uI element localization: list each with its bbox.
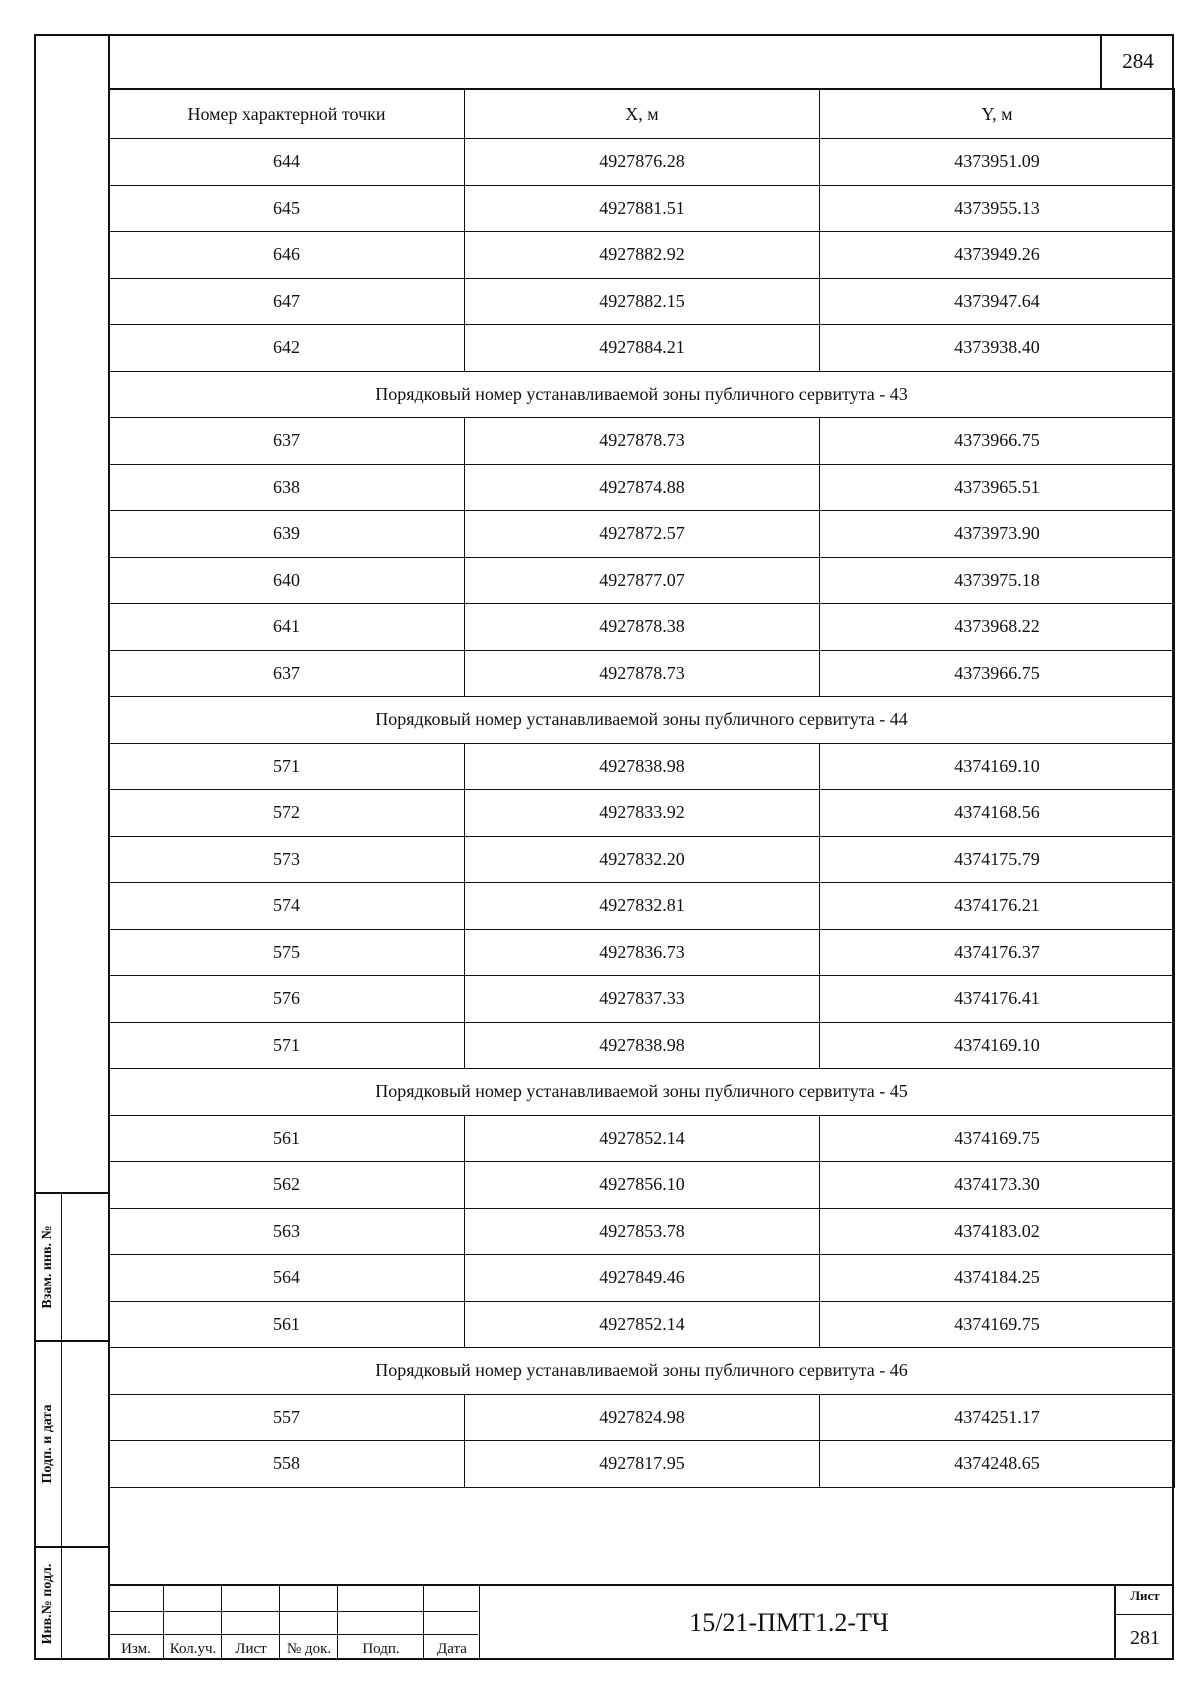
point-number-cell: 638 <box>109 464 465 511</box>
point-number-cell: 561 <box>109 1301 465 1348</box>
table-row <box>109 139 1175 186</box>
x-coordinate-cell: 4927882.15 <box>465 278 820 325</box>
side-replaced-inventory-box <box>34 1192 108 1340</box>
y-coordinate-cell: 4374248.65 <box>820 1441 1175 1488</box>
point-number-cell: 572 <box>109 790 465 837</box>
x-coordinate-cell: 4927878.73 <box>465 650 820 697</box>
col-label-doc-number: № док. <box>286 1641 332 1657</box>
table-row <box>109 557 1175 604</box>
point-number-cell: 564 <box>109 1255 465 1302</box>
col-label-change: Изм. <box>121 1641 151 1657</box>
zone-heading: Порядковый номер устанавливаемой зоны публичного сервитута - 44 <box>109 697 1175 744</box>
zone-heading-row <box>109 1348 1175 1395</box>
table-row <box>109 464 1175 511</box>
y-coordinate-cell: 4374176.21 <box>820 883 1175 930</box>
side-label-original-inventory: Инв.№ подл. <box>39 1563 55 1645</box>
table-row <box>109 418 1175 465</box>
x-coordinate-cell: 4927878.73 <box>465 418 820 465</box>
table-row <box>109 650 1175 697</box>
page-number: 284 <box>1100 34 1174 90</box>
x-coordinate-cell: 4927876.28 <box>465 139 820 186</box>
col-label-count: Кол.уч. <box>169 1641 217 1657</box>
table-row <box>109 1162 1175 1209</box>
table-row <box>109 1115 1175 1162</box>
y-coordinate-cell: 4373947.64 <box>820 278 1175 325</box>
table-row <box>109 743 1175 790</box>
table-row <box>109 604 1175 651</box>
y-coordinate-cell: 4373955.13 <box>820 185 1175 232</box>
point-number-cell: 576 <box>109 976 465 1023</box>
y-coordinate-cell: 4373965.51 <box>820 464 1175 511</box>
table-row <box>109 185 1175 232</box>
table-row <box>109 1441 1175 1488</box>
side-signature-date-box <box>34 1340 108 1546</box>
x-coordinate-cell: 4927838.98 <box>465 743 820 790</box>
y-coordinate-cell: 4374168.56 <box>820 790 1175 837</box>
y-coordinate-cell: 4373938.40 <box>820 325 1175 372</box>
zone-heading: Порядковый номер устанавливаемой зоны публичного сервитута - 45 <box>109 1069 1175 1116</box>
y-coordinate-cell: 4373966.75 <box>820 650 1175 697</box>
y-coordinate-cell: 4373973.90 <box>820 511 1175 558</box>
point-number-cell: 639 <box>109 511 465 558</box>
x-coordinate-cell: 4927837.33 <box>465 976 820 1023</box>
table-row <box>109 836 1175 883</box>
y-coordinate-cell: 4374173.30 <box>820 1162 1175 1209</box>
zone-heading-row <box>109 697 1175 744</box>
point-number-cell: 573 <box>109 836 465 883</box>
side-label-replaced-inventory: Взам. инв. № <box>39 1225 55 1309</box>
x-coordinate-cell: 4927824.98 <box>465 1394 820 1441</box>
x-coordinate-cell: 4927856.10 <box>465 1162 820 1209</box>
x-coordinate-cell: 4927874.88 <box>465 464 820 511</box>
x-coordinate-cell: 4927832.20 <box>465 836 820 883</box>
y-coordinate-cell: 4374169.75 <box>820 1115 1175 1162</box>
point-number-cell: 637 <box>109 418 465 465</box>
point-number-cell: 642 <box>109 325 465 372</box>
point-number-cell: 644 <box>109 139 465 186</box>
zone-heading: Порядковый номер устанавливаемой зоны публичного сервитута - 43 <box>109 371 1175 418</box>
x-coordinate-cell: 4927878.38 <box>465 604 820 651</box>
point-number-cell: 645 <box>109 185 465 232</box>
point-number-cell: 571 <box>109 1022 465 1069</box>
x-coordinate-cell: 4927884.21 <box>465 325 820 372</box>
y-coordinate-cell: 4373975.18 <box>820 557 1175 604</box>
table-row <box>109 325 1175 372</box>
table-row <box>109 1208 1175 1255</box>
table-row <box>109 232 1175 279</box>
y-coordinate-cell: 4374251.17 <box>820 1394 1175 1441</box>
point-number-cell: 557 <box>109 1394 465 1441</box>
zone-heading-row <box>109 1069 1175 1116</box>
x-coordinate-cell: 4927881.51 <box>465 185 820 232</box>
table-row <box>109 1022 1175 1069</box>
x-coordinate-cell: 4927852.14 <box>465 1301 820 1348</box>
y-coordinate-cell: 4374169.75 <box>820 1301 1175 1348</box>
point-number-cell: 561 <box>109 1115 465 1162</box>
y-coordinate-cell: 4374176.37 <box>820 929 1175 976</box>
table-row <box>109 1255 1175 1302</box>
zone-heading-row <box>109 371 1175 418</box>
x-coordinate-cell: 4927849.46 <box>465 1255 820 1302</box>
y-coordinate-cell: 4374169.10 <box>820 743 1175 790</box>
x-coordinate-cell: 4927817.95 <box>465 1441 820 1488</box>
side-original-inventory-box <box>34 1546 108 1660</box>
table-row <box>109 278 1175 325</box>
point-number-cell: 640 <box>109 557 465 604</box>
header-point-number: Номер характерной точки <box>109 89 465 139</box>
y-coordinate-cell: 4374184.25 <box>820 1255 1175 1302</box>
table-row <box>109 883 1175 930</box>
table-row <box>109 790 1175 837</box>
sheet-label: Лист <box>1130 1588 1160 1603</box>
side-label-signature-date: Подп. и дата <box>39 1404 55 1484</box>
zone-heading: Порядковый номер устанавливаемой зоны публичного сервитута - 46 <box>109 1348 1175 1395</box>
x-coordinate-cell: 4927838.98 <box>465 1022 820 1069</box>
y-coordinate-cell: 4374183.02 <box>820 1208 1175 1255</box>
y-coordinate-cell: 4374176.41 <box>820 976 1175 1023</box>
header-x: X, м <box>465 89 820 139</box>
x-coordinate-cell: 4927832.81 <box>465 883 820 930</box>
point-number-cell: 647 <box>109 278 465 325</box>
point-number-cell: 574 <box>109 883 465 930</box>
document-code: 15/21-ПМТ1.2-ТЧ <box>689 1608 889 1637</box>
y-coordinate-cell: 4373968.22 <box>820 604 1175 651</box>
table-row <box>109 1301 1175 1348</box>
table-header-row <box>109 89 1175 139</box>
x-coordinate-cell: 4927852.14 <box>465 1115 820 1162</box>
point-number-cell: 637 <box>109 650 465 697</box>
header-y: Y, м <box>820 89 1175 139</box>
point-number-cell: 646 <box>109 232 465 279</box>
y-coordinate-cell: 4373949.26 <box>820 232 1175 279</box>
x-coordinate-cell: 4927833.92 <box>465 790 820 837</box>
y-coordinate-cell: 4373966.75 <box>820 418 1175 465</box>
point-number-cell: 562 <box>109 1162 465 1209</box>
point-number-cell: 558 <box>109 1441 465 1488</box>
x-coordinate-cell: 4927872.57 <box>465 511 820 558</box>
point-number-cell: 575 <box>109 929 465 976</box>
sheet-number: 281 <box>1116 1614 1174 1661</box>
y-coordinate-cell: 4373951.09 <box>820 139 1175 186</box>
point-number-cell: 563 <box>109 1208 465 1255</box>
col-label-sheet: Лист <box>235 1641 267 1657</box>
x-coordinate-cell: 4927853.78 <box>465 1208 820 1255</box>
y-coordinate-cell: 4374175.79 <box>820 836 1175 883</box>
point-number-cell: 641 <box>109 604 465 651</box>
col-label-signature: Подп. <box>362 1641 400 1657</box>
table-row <box>109 1394 1175 1441</box>
y-coordinate-cell: 4374169.10 <box>820 1022 1175 1069</box>
table-row <box>109 976 1175 1023</box>
title-block <box>108 1584 1174 1660</box>
col-label-date: Дата <box>437 1641 467 1657</box>
x-coordinate-cell: 4927882.92 <box>465 232 820 279</box>
x-coordinate-cell: 4927877.07 <box>465 557 820 604</box>
x-coordinate-cell: 4927836.73 <box>465 929 820 976</box>
point-number-cell: 571 <box>109 743 465 790</box>
sheet-box <box>1114 1586 1174 1660</box>
coordinates-table <box>108 88 1175 1488</box>
table-row <box>109 511 1175 558</box>
table-row <box>109 929 1175 976</box>
